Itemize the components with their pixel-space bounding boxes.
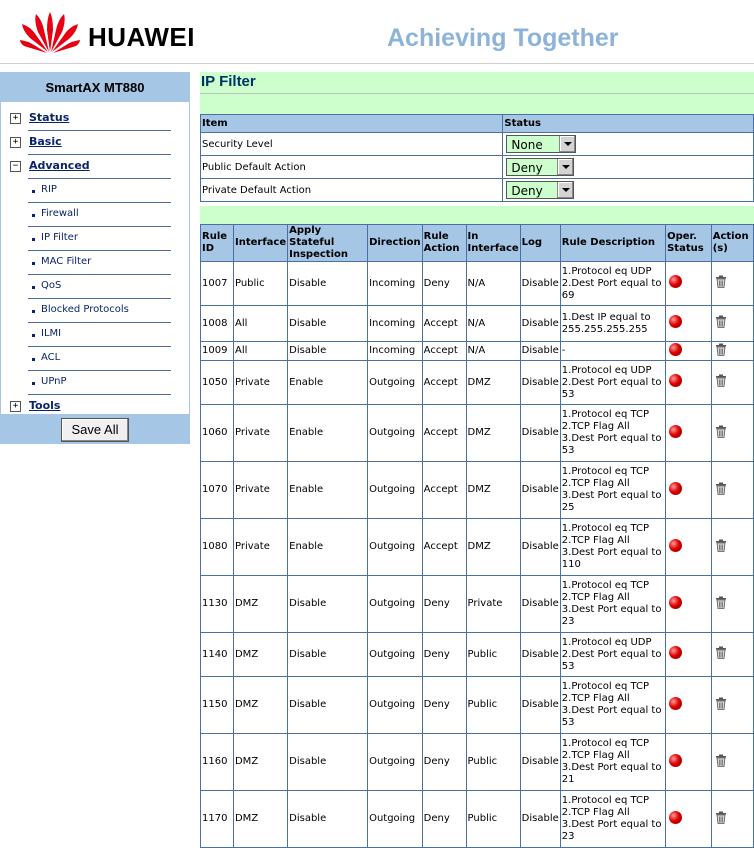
expand-icon[interactable]: + (10, 137, 21, 148)
slogan: Achieving Together (387, 24, 619, 53)
column-header-rule-action: Rule Action (422, 225, 466, 262)
sidebar-item-advanced[interactable] (1, 155, 171, 179)
in-interface-cell: DMZ (466, 405, 520, 462)
log-cell: Disable (520, 633, 560, 677)
column-header-actions: Action (s) (711, 225, 753, 262)
direction-cell: Outgoing (368, 734, 423, 791)
oper-status-cell (666, 342, 712, 361)
sidebar-subitem-ip-filter[interactable] (1, 227, 171, 251)
interface-cell: Private (233, 405, 287, 462)
action-cell (711, 262, 753, 306)
sidebar (0, 72, 190, 444)
sidebar-subitem-upnp[interactable] (1, 371, 171, 395)
log-cell: Disable (520, 405, 560, 462)
column-header-rule-description: Rule Description (560, 225, 665, 262)
log-cell: Disable (520, 519, 560, 576)
rule-description-line: 23 (562, 616, 664, 628)
column-header-status: Status (503, 115, 754, 133)
direction-cell: Outgoing (368, 633, 423, 677)
rule-description-cell (560, 576, 665, 633)
setting-label: Public Default Action (201, 156, 503, 179)
chevron-down-icon[interactable] (557, 159, 573, 175)
rule-id-cell: 1050 (201, 361, 234, 405)
rule-id-cell: 1009 (201, 342, 234, 361)
in-interface-cell: N/A (466, 342, 520, 361)
setting-value-cell (503, 133, 754, 156)
delete-trash-icon[interactable] (715, 374, 727, 387)
sidebar-item-basic[interactable] (1, 131, 171, 155)
action-cell (711, 734, 753, 791)
column-header-rule-id: Rule ID (201, 225, 234, 262)
rule-description-cell (560, 405, 665, 462)
action-cell (711, 306, 753, 342)
bullet-icon (32, 214, 35, 217)
rule-description-line: 2.TCP Flag All (562, 750, 664, 762)
rule-description-cell (560, 462, 665, 519)
rule-description-line: 1.Protocol eq TCP (562, 466, 664, 478)
in-interface-cell: Public (466, 677, 520, 734)
log-cell: Disable (520, 361, 560, 405)
sidebar-subitem-acl[interactable] (1, 347, 171, 371)
status-red-icon[interactable] (669, 754, 682, 767)
rule-description-line: 53 (562, 445, 664, 457)
action-cell (711, 519, 753, 576)
interface-cell: All (233, 306, 287, 342)
page-title-bar (200, 72, 754, 94)
oper-status-cell (666, 576, 712, 633)
sidebar-item-label[interactable]: Basic (29, 135, 62, 148)
column-header-apply-stateful-inspection: Apply Stateful Inspection (288, 225, 368, 262)
rule-action-cell: Accept (422, 361, 466, 405)
action-cell (711, 361, 753, 405)
rule-id-cell: 1140 (201, 633, 234, 677)
bullet-icon (32, 310, 35, 313)
bullet-icon (32, 262, 35, 265)
rule-description-line: 25 (562, 502, 664, 514)
bullet-icon (32, 334, 35, 337)
rule-description-cell (560, 734, 665, 791)
rule-action-cell: Accept (422, 342, 466, 361)
oper-status-cell (666, 405, 712, 462)
status-red-icon[interactable] (669, 425, 682, 438)
rule-description-line: 1.Protocol eq UDP (562, 637, 664, 649)
table-row (201, 262, 754, 306)
rule-description-line: 21 (562, 774, 664, 786)
table-row (201, 791, 754, 848)
stateful-inspection-cell: Disable (288, 791, 368, 848)
status-red-icon[interactable] (669, 482, 682, 495)
settings-table (200, 114, 754, 202)
sidebar-item-label[interactable]: Blocked Protocols (41, 304, 129, 315)
huawei-logo-icon (20, 10, 80, 54)
settings-row (201, 133, 754, 156)
sidebar-subitem-rip[interactable] (1, 179, 171, 203)
rules-table (200, 224, 754, 848)
rule-description-cell (560, 791, 665, 848)
rule-description-line: 1.Protocol eq TCP (562, 523, 664, 535)
sidebar-item-label[interactable]: Status (29, 111, 69, 124)
oper-status-cell (666, 262, 712, 306)
direction-cell: Outgoing (368, 677, 423, 734)
stateful-inspection-cell: Enable (288, 361, 368, 405)
oper-status-cell (666, 677, 712, 734)
rule-action-cell: Accept (422, 519, 466, 576)
rule-description-line: 2.TCP Flag All (562, 421, 664, 433)
rule-description-line: 110 (562, 559, 664, 571)
rule-description-line: 53 (562, 389, 664, 401)
direction-cell: Outgoing (368, 791, 423, 848)
log-cell: Disable (520, 734, 560, 791)
delete-trash-icon[interactable] (715, 425, 727, 438)
column-header-direction: Direction (368, 225, 423, 262)
log-cell: Disable (520, 262, 560, 306)
interface-cell: DMZ (233, 791, 287, 848)
sidebar-item-label[interactable]: Advanced (29, 159, 90, 172)
rule-action-cell: Accept (422, 306, 466, 342)
in-interface-cell: Public (466, 791, 520, 848)
private-default-action-select[interactable] (506, 181, 574, 199)
rule-id-cell: 1008 (201, 306, 234, 342)
bullet-icon (32, 238, 35, 241)
rule-action-cell: Deny (422, 677, 466, 734)
rule-id-cell: 1007 (201, 262, 234, 306)
rule-description-line: 3.Dest Port equal to (562, 547, 664, 559)
action-cell (711, 677, 753, 734)
save-all-button[interactable]: Save All (61, 418, 129, 442)
rule-id-cell: 1160 (201, 734, 234, 791)
rule-id-cell: 1070 (201, 462, 234, 519)
in-interface-cell: N/A (466, 306, 520, 342)
delete-trash-icon[interactable] (715, 315, 727, 328)
status-red-icon[interactable] (669, 343, 682, 356)
in-interface-cell: Private (466, 576, 520, 633)
rule-description-line: 3.Dest Port equal to (562, 433, 664, 445)
delete-trash-icon[interactable] (715, 275, 727, 288)
bullet-icon (32, 382, 35, 385)
rule-description-line: 3.Dest Port equal to (562, 705, 664, 717)
action-cell (711, 462, 753, 519)
log-cell: Disable (520, 342, 560, 361)
in-interface-cell: Public (466, 633, 520, 677)
expand-icon[interactable]: + (10, 113, 21, 124)
rule-description-line: 3.Dest Port equal to (562, 819, 664, 831)
direction-cell: Outgoing (368, 519, 423, 576)
log-cell: Disable (520, 306, 560, 342)
sidebar-footer (0, 414, 190, 444)
delete-trash-icon[interactable] (715, 539, 727, 552)
column-header-oper-status: Oper. Status (666, 225, 712, 262)
table-row (201, 519, 754, 576)
sidebar-menu (0, 102, 190, 414)
rule-description-line: 53 (562, 661, 664, 673)
security-level-select[interactable] (506, 135, 576, 153)
delete-trash-icon[interactable] (715, 754, 727, 767)
direction-cell: Outgoing (368, 576, 423, 633)
interface-cell: All (233, 342, 287, 361)
sidebar-item-label[interactable]: IP Filter (41, 232, 78, 243)
table-row (201, 734, 754, 791)
direction-cell: Incoming (368, 262, 423, 306)
rule-description-cell (560, 262, 665, 306)
direction-cell: Outgoing (368, 361, 423, 405)
rule-description-line: 1.Protocol eq TCP (562, 409, 664, 421)
setting-label: Private Default Action (201, 179, 503, 202)
delete-trash-icon[interactable] (715, 811, 727, 824)
delete-trash-icon[interactable] (715, 482, 727, 495)
status-red-icon[interactable] (669, 275, 682, 288)
rule-description-line: 2.TCP Flag All (562, 592, 664, 604)
oper-status-cell (666, 361, 712, 405)
status-red-icon[interactable] (669, 646, 682, 659)
rule-description-line: 69 (562, 290, 664, 302)
rule-id-cell: 1060 (201, 405, 234, 462)
page-title: IP Filter (201, 73, 256, 90)
action-cell (711, 342, 753, 361)
rule-description-cell (560, 633, 665, 677)
delete-trash-icon[interactable] (715, 343, 727, 356)
rule-description-line: 1.Protocol eq UDP (562, 365, 664, 377)
direction-cell: Outgoing (368, 405, 423, 462)
rule-id-cell: 1130 (201, 576, 234, 633)
rule-description-cell (560, 519, 665, 576)
action-cell (711, 633, 753, 677)
sidebar-item-label[interactable]: ILMI (41, 328, 61, 339)
rule-description-line: 2.Dest Port equal to (562, 278, 664, 290)
sidebar-subitem-blocked-protocols[interactable] (1, 299, 171, 323)
device-title: SmartAX MT880 (0, 72, 190, 102)
status-red-icon[interactable] (669, 811, 682, 824)
rule-description-line: 2.TCP Flag All (562, 535, 664, 547)
rule-description-line: 3.Dest Port equal to (562, 604, 664, 616)
interface-cell: DMZ (233, 734, 287, 791)
bullet-icon (32, 190, 35, 193)
rule-description-line: 1.Protocol eq TCP (562, 738, 664, 750)
green-strip (200, 206, 754, 224)
in-interface-cell: N/A (466, 262, 520, 306)
stateful-inspection-cell: Disable (288, 306, 368, 342)
bullet-icon (32, 286, 35, 289)
oper-status-cell (666, 462, 712, 519)
sidebar-item-label[interactable]: UPnP (41, 376, 67, 387)
oper-status-cell (666, 306, 712, 342)
setting-value-cell (503, 156, 754, 179)
in-interface-cell: DMZ (466, 462, 520, 519)
sidebar-subitem-ilmi[interactable] (1, 323, 171, 347)
settings-row (201, 179, 754, 202)
stateful-inspection-cell: Enable (288, 519, 368, 576)
table-row (201, 306, 754, 342)
rule-description-line: 53 (562, 717, 664, 729)
interface-cell: DMZ (233, 633, 287, 677)
interface-cell: Private (233, 462, 287, 519)
table-row (201, 361, 754, 405)
rule-description-line: 23 (562, 831, 664, 843)
delete-trash-icon[interactable] (715, 596, 727, 609)
rule-description-line: 3.Dest Port equal to (562, 762, 664, 774)
rule-description-line: 255.255.255.255 (562, 324, 664, 336)
table-row (201, 677, 754, 734)
log-cell: Disable (520, 576, 560, 633)
interface-cell: Private (233, 519, 287, 576)
settings-row (201, 156, 754, 179)
oper-status-cell (666, 519, 712, 576)
rule-description-line: 1.Protocol eq TCP (562, 795, 664, 807)
status-red-icon[interactable] (669, 374, 682, 387)
select-value: Deny (511, 184, 542, 198)
interface-cell: Private (233, 361, 287, 405)
oper-status-cell (666, 791, 712, 848)
stateful-inspection-cell: Disable (288, 262, 368, 306)
table-row (201, 633, 754, 677)
table-row (201, 462, 754, 519)
status-red-icon[interactable] (669, 539, 682, 552)
in-interface-cell: DMZ (466, 361, 520, 405)
sidebar-item-label[interactable]: QoS (41, 280, 61, 291)
sidebar-subitem-qos[interactable] (1, 275, 171, 299)
sidebar-item-status[interactable] (1, 107, 171, 131)
action-cell (711, 576, 753, 633)
log-cell: Disable (520, 791, 560, 848)
action-cell (711, 791, 753, 848)
action-cell (711, 405, 753, 462)
rule-description-cell (560, 361, 665, 405)
direction-cell: Incoming (368, 342, 423, 361)
column-header-log: Log (520, 225, 560, 262)
interface-cell: DMZ (233, 576, 287, 633)
sidebar-item-label[interactable]: Tools (29, 399, 60, 412)
green-strip (200, 94, 754, 114)
status-red-icon[interactable] (669, 697, 682, 710)
rule-action-cell: Accept (422, 405, 466, 462)
stateful-inspection-cell: Disable (288, 677, 368, 734)
log-cell: Disable (520, 677, 560, 734)
interface-cell: DMZ (233, 677, 287, 734)
brand-name: HUAWEI (88, 22, 195, 53)
column-header-item: Item (201, 115, 503, 133)
chevron-down-icon[interactable] (557, 182, 573, 198)
stateful-inspection-cell: Disable (288, 633, 368, 677)
rule-action-cell: Deny (422, 576, 466, 633)
rule-description-line: 1.Protocol eq TCP (562, 580, 664, 592)
select-value: Deny (511, 161, 542, 175)
rule-description-line: 2.TCP Flag All (562, 807, 664, 819)
rule-description-line: 2.TCP Flag All (562, 478, 664, 490)
rule-id-cell: 1170 (201, 791, 234, 848)
select-value: None (511, 138, 542, 152)
column-header-in-interface: In Interface (466, 225, 520, 262)
column-header-interface: Interface (233, 225, 287, 262)
stateful-inspection-cell: Enable (288, 462, 368, 519)
public-default-action-select[interactable] (506, 158, 574, 176)
stateful-inspection-cell: Disable (288, 342, 368, 361)
chevron-down-icon[interactable] (559, 136, 575, 152)
rule-id-cell: 1150 (201, 677, 234, 734)
sidebar-subitem-mac-filter[interactable] (1, 251, 171, 275)
rule-description-line: 3.Dest Port equal to (562, 490, 664, 502)
log-cell: Disable (520, 462, 560, 519)
rule-action-cell: Accept (422, 462, 466, 519)
bullet-icon (32, 358, 35, 361)
setting-value-cell (503, 179, 754, 202)
rule-action-cell: Deny (422, 791, 466, 848)
in-interface-cell: Public (466, 734, 520, 791)
rule-action-cell: Deny (422, 262, 466, 306)
in-interface-cell: DMZ (466, 519, 520, 576)
direction-cell: Outgoing (368, 462, 423, 519)
rule-action-cell: Deny (422, 633, 466, 677)
expand-icon[interactable]: + (10, 401, 21, 412)
table-row (201, 576, 754, 633)
rule-description-line: 2.Dest Port equal to (562, 377, 664, 389)
delete-trash-icon[interactable] (715, 697, 727, 710)
main-content (200, 72, 754, 94)
rule-description-line: 1.Protocol eq TCP (562, 681, 664, 693)
rule-description-line: - (562, 345, 664, 357)
collapse-icon[interactable]: − (10, 161, 21, 172)
status-red-icon[interactable] (669, 315, 682, 328)
rule-description-cell (560, 677, 665, 734)
sidebar-item-label[interactable]: MAC Filter (41, 256, 91, 267)
rule-description-line: 1.Protocol eq UDP (562, 266, 664, 278)
header (0, 0, 754, 66)
rule-description-line: 2.Dest Port equal to (562, 649, 664, 661)
table-row (201, 405, 754, 462)
direction-cell: Incoming (368, 306, 423, 342)
table-row (201, 342, 754, 361)
rule-action-cell: Deny (422, 734, 466, 791)
status-red-icon[interactable] (669, 596, 682, 609)
oper-status-cell (666, 734, 712, 791)
rule-description-line: 2.TCP Flag All (562, 693, 664, 705)
rule-description-cell (560, 342, 665, 361)
header-divider (0, 63, 754, 64)
setting-label: Security Level (201, 133, 503, 156)
stateful-inspection-cell: Disable (288, 734, 368, 791)
oper-status-cell (666, 633, 712, 677)
interface-cell: Public (233, 262, 287, 306)
rule-id-cell: 1080 (201, 519, 234, 576)
sidebar-item-label[interactable]: Firewall (41, 208, 79, 219)
sidebar-item-label[interactable]: ACL (41, 352, 60, 363)
rule-description-cell (560, 306, 665, 342)
rule-description-line: 1.Dest IP equal to (562, 312, 664, 324)
sidebar-item-label[interactable]: RIP (41, 184, 57, 195)
stateful-inspection-cell: Disable (288, 576, 368, 633)
sidebar-subitem-firewall[interactable] (1, 203, 171, 227)
delete-trash-icon[interactable] (715, 646, 727, 659)
stateful-inspection-cell: Enable (288, 405, 368, 462)
